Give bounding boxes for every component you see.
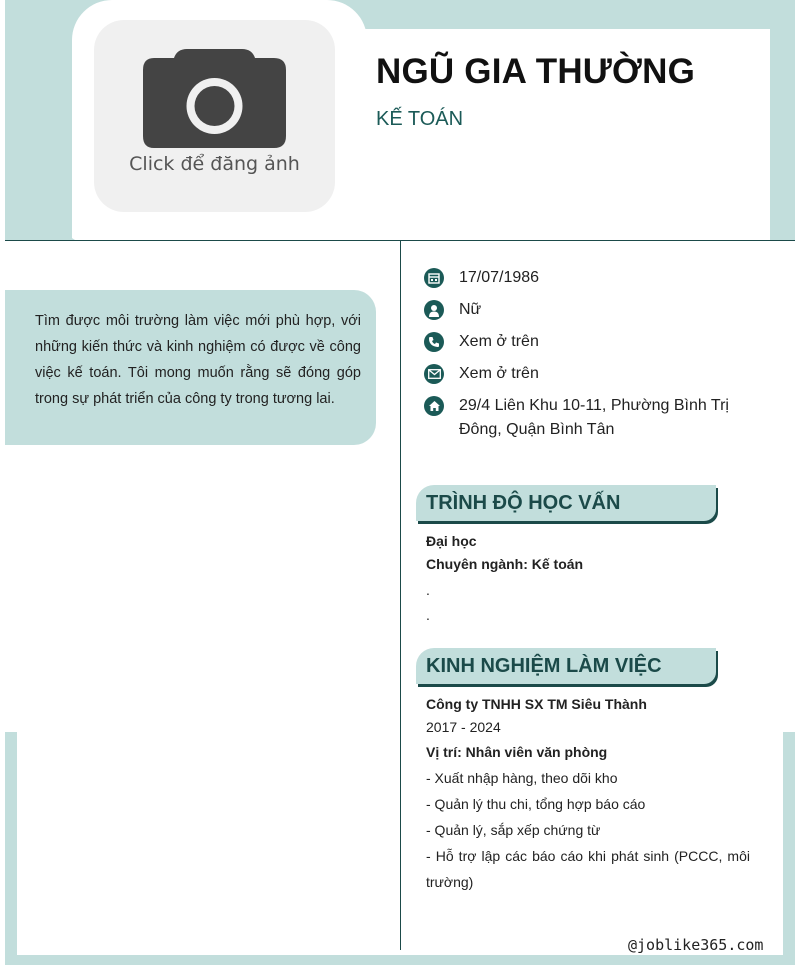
experience-duty: - Hỗ trợ lập các báo cáo khi phát sinh (PCCC, môi trường) [426,848,750,890]
mail-icon [424,364,444,384]
birthday-value: 17/07/1986 [459,269,540,286]
frame-bottom [5,955,795,965]
contact-birthday [424,266,759,290]
education-degree: Đại học [426,533,477,549]
career-objective [5,290,376,445]
contact-email [424,362,759,386]
frame-left [5,732,17,965]
experience-heading: KINH NGHIỆM LÀM VIỆC [416,648,716,684]
calendar-icon [424,268,444,288]
education-major: Chuyên ngành: Kế toán [426,556,584,572]
user-icon [424,300,444,320]
education-line-1: . [426,582,430,598]
column-divider [400,241,401,950]
phone-icon [424,332,444,352]
watermark: @joblike365.com [628,936,764,954]
header-corner [5,195,75,240]
photo-label: Click để đăng ảnh [129,153,300,175]
email-value: Xem ở trên [459,365,539,382]
experience-duty: - Xuất nhập hàng, theo dõi kho [426,770,618,786]
objective-text: Tìm được môi trường làm việc mới phù hợp, với những kiến thức và kinh nghiệm có được về công việc kế toán. Tôi mong muốn rằng sẽ đóng góp trong sự phát triển của công ty trong tương lai. [35,313,361,407]
experience-position: Vị trí: Nhân viên văn phòng [426,744,608,760]
experience-period: 2017 - 2024 [426,719,501,735]
phone-value: Xem ở trên [459,333,539,350]
education-heading: TRÌNH ĐỘ HỌC VẤN [416,485,716,521]
home-icon [424,396,444,416]
experience-duty: - Quản lý thu chi, tổng hợp báo cáo [426,796,646,812]
education-line-2: . [426,607,430,623]
address-value: 29/4 Liên Khu 10-11, Phường Bình Trị Đông, Quận Bình Tân [459,397,729,438]
camera-icon [142,48,287,148]
gender-value: Nữ [459,301,482,318]
photo-upload[interactable] [94,20,335,212]
frame-right [783,732,795,965]
experience-duty: - Quản lý, sắp xếp chứng từ [426,822,601,838]
contact-phone [424,330,759,354]
contact-gender [424,298,759,322]
job-title: KẾ TOÁN [376,108,464,130]
candidate-name: NGŨ GIA THƯỜNG [376,52,695,91]
experience-company: Công ty TNHH SX TM Siêu Thành [426,696,647,712]
contact-address [424,394,759,442]
